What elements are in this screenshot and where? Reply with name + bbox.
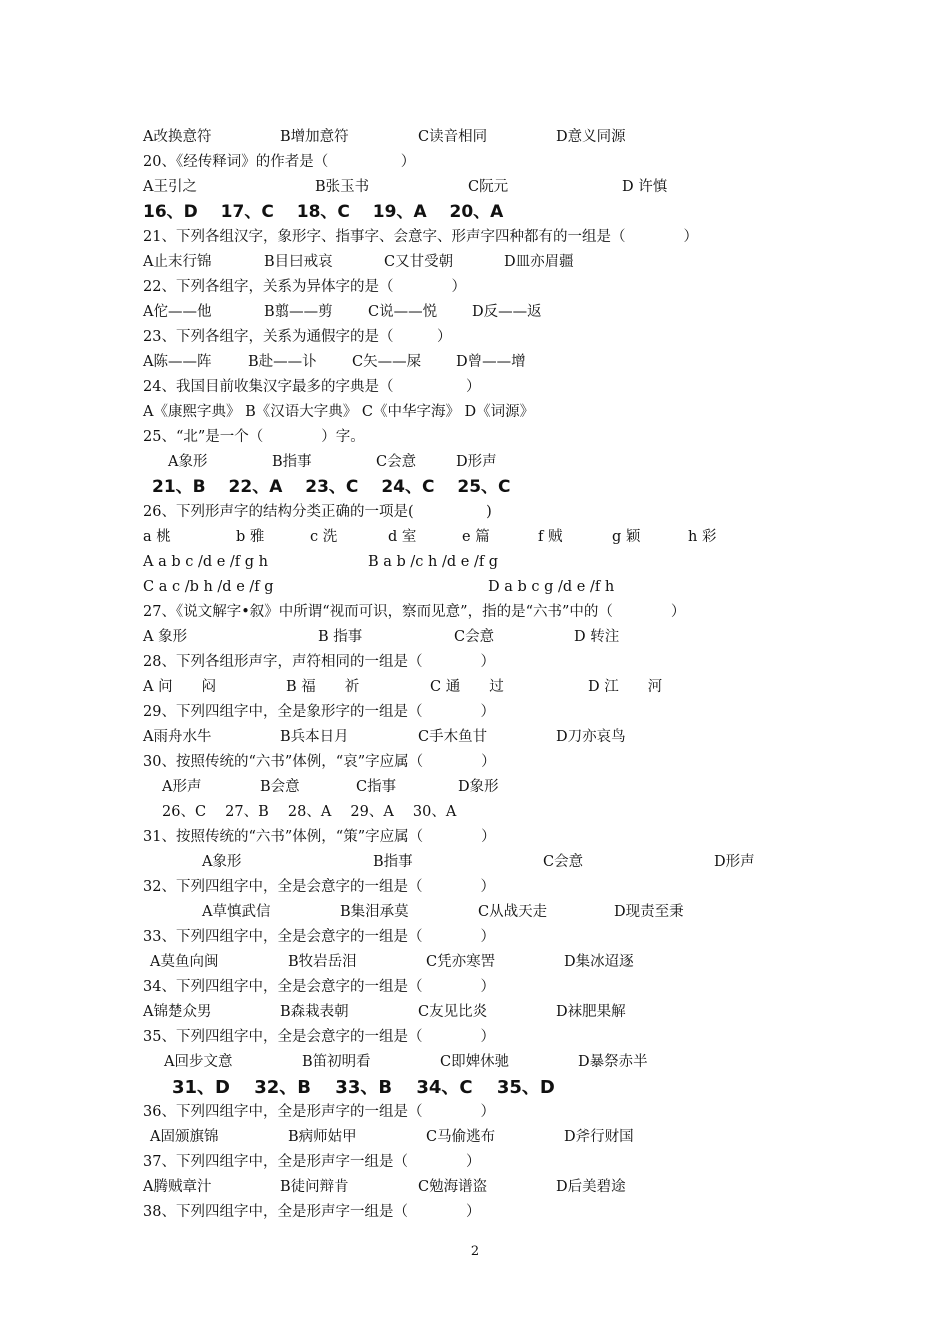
line-segment: D反——返 [472, 304, 542, 320]
line-segment: D刀亦哀鸟 [556, 729, 626, 745]
line-segment: D 转注 [574, 629, 620, 645]
line-segment: B增加意符 [280, 129, 349, 145]
line-segment: B a b /c h /d e /f g [368, 554, 499, 570]
text-line [0, 325, 950, 350]
line-segment: 30、按照传统的“六书”体例，“哀”字应属（ ） [143, 754, 496, 770]
line-segment: C会意 [376, 454, 417, 470]
text-line [0, 700, 950, 725]
line-segment: A锦楚众男 [143, 1004, 212, 1020]
line-segment: 38、下列四组字中，全是形声字一组是（ ） [143, 1204, 481, 1220]
text-line [0, 525, 950, 550]
text-line [0, 225, 950, 250]
line-segment: d 室 [388, 529, 417, 545]
line-segment: D集冰迢逐 [564, 954, 634, 970]
text-line [0, 1175, 950, 1200]
text-line [0, 550, 950, 575]
line-segment: C会意 [543, 854, 584, 870]
text-line [0, 900, 950, 925]
line-segment: 31、按照传统的“六书”体例，“策”字应属（ ） [143, 829, 496, 845]
line-segment: A形声 [162, 779, 202, 795]
line-segment: f 贼 [538, 529, 563, 545]
line-segment: A莫鱼向闽 [150, 954, 219, 970]
line-segment: A止末行锦 [143, 254, 212, 270]
text-line [0, 875, 950, 900]
line-segment: D意义同源 [556, 129, 626, 145]
line-segment: 16、D 17、C 18、C 19、A 20、A [143, 202, 504, 222]
text-line [0, 1025, 950, 1050]
text-line [0, 850, 950, 875]
line-segment: C矢——屎 [352, 354, 422, 370]
line-segment: C从战天走 [478, 904, 548, 920]
line-segment: D形声 [714, 854, 755, 870]
text-line [0, 1050, 950, 1075]
text-line [0, 250, 950, 275]
line-segment: 24、我国目前收集汉字最多的字典是（ ） [143, 379, 481, 395]
line-segment: 32、下列四组字中，全是会意字的一组是（ ） [143, 879, 495, 895]
text-line [0, 650, 950, 675]
text-line [0, 750, 950, 775]
line-segment: B兵本日月 [280, 729, 349, 745]
line-segment: B 福 祈 [286, 679, 360, 695]
line-segment: C手木鱼甘 [418, 729, 488, 745]
text-line [0, 375, 950, 400]
line-segment: B森栽表朝 [280, 1004, 349, 1020]
line-segment: h 彩 [688, 529, 717, 545]
text-line [0, 675, 950, 700]
text-line [0, 300, 950, 325]
line-segment: A 象形 [143, 629, 188, 645]
line-segment: D袜肥果解 [556, 1004, 626, 1020]
answer-line [0, 475, 950, 500]
line-segment: D 许慎 [622, 179, 668, 195]
text-line [0, 825, 950, 850]
text-line [0, 500, 950, 525]
line-segment: A a b c /d e /f g h [143, 554, 269, 570]
line-segment: D现责至秉 [614, 904, 684, 920]
text-line [0, 1125, 950, 1150]
line-segment: D皿亦眉疆 [504, 254, 574, 270]
line-segment: B徒问辩肯 [280, 1179, 349, 1195]
line-segment: C会意 [454, 629, 495, 645]
line-segment: D 江 河 [588, 679, 663, 695]
line-segment: C勉海谱盗 [418, 1179, 488, 1195]
line-segment: C指事 [356, 779, 397, 795]
line-segment: A王引之 [143, 179, 197, 195]
text-line [0, 350, 950, 375]
answer-line [0, 200, 950, 225]
line-segment: 22、下列各组字，关系为异体字的是（ ） [143, 279, 466, 295]
line-segment: A陈——阵 [143, 354, 212, 370]
line-segment: 29、下列四组字中，全是象形字的一组是（ ） [143, 704, 495, 720]
line-segment: B病师姑甲 [288, 1129, 357, 1145]
text-line [0, 1000, 950, 1025]
line-segment: A《康熙字典》 B《汉语大字典》 C《中华字海》 D《词源》 [143, 404, 535, 420]
text-line [0, 450, 950, 475]
line-segment: A改换意符 [143, 129, 212, 145]
line-segment: A佗——他 [143, 304, 212, 320]
line-segment: D a b c g /d e /f h [488, 579, 615, 595]
line-segment: C马偷逃布 [426, 1129, 496, 1145]
line-segment: c 洗 [310, 529, 338, 545]
line-segment: 26、下列形声字的结构分类正确的一项是( ) [143, 504, 492, 520]
line-segment: A固颁旗锦 [150, 1129, 219, 1145]
text-line [0, 975, 950, 1000]
line-segment: 21、下列各组汉字，象形字、指事字、会意字、形声字四种都有的一组是（ ） [143, 229, 698, 245]
line-segment: B目曰戒哀 [264, 254, 333, 270]
line-segment: C即婢休驰 [440, 1054, 510, 1070]
text-line [0, 150, 950, 175]
line-segment: 33、下列四组字中，全是会意字的一组是（ ） [143, 929, 495, 945]
text-line [0, 400, 950, 425]
line-segment: A象形 [168, 454, 208, 470]
line-segment: b 雅 [236, 529, 265, 545]
line-segment: e 篇 [462, 529, 490, 545]
line-segment: g 颖 [612, 529, 641, 545]
line-segment: C a c /b h /d e /f g [143, 579, 274, 595]
text-line [0, 1150, 950, 1175]
line-segment: C友见比炎 [418, 1004, 488, 1020]
line-segment: D斧行财国 [564, 1129, 634, 1145]
line-segment: 26、C 27、B 28、A 29、A 30、A [162, 804, 457, 820]
line-segment: C阮元 [468, 179, 509, 195]
line-segment: A 问 闷 [143, 679, 217, 695]
line-segment: 36、下列四组字中，全是形声字的一组是（ ） [143, 1104, 495, 1120]
text-line [0, 775, 950, 800]
line-segment: C 通 过 [430, 679, 504, 695]
line-segment: B赴——讣 [248, 354, 317, 370]
line-segment: A草慎武信 [202, 904, 271, 920]
line-segment: C读音相同 [418, 129, 488, 145]
line-segment: 31、D 32、B 33、B 34、C 35、D [172, 1077, 555, 1098]
line-segment: 25、“北”是一个（ ）字。 [143, 429, 365, 445]
text-line [0, 425, 950, 450]
text-line [0, 625, 950, 650]
page-number: 2 [470, 1244, 480, 1259]
text-line [0, 125, 950, 150]
line-segment: 35、下列四组字中，全是会意字的一组是（ ） [143, 1029, 495, 1045]
line-segment: B张玉书 [315, 179, 370, 195]
text-line [0, 725, 950, 750]
line-segment: 37、下列四组字中，全是形声字一组是（ ） [143, 1154, 481, 1170]
line-segment: 23、下列各组字，关系为通假字的是（ ） [143, 329, 452, 345]
line-segment: B 指事 [318, 629, 363, 645]
text-line [0, 575, 950, 600]
text-line [0, 950, 950, 975]
answer-line [0, 1075, 950, 1100]
line-segment: A回步文意 [164, 1054, 233, 1070]
line-segment: C说——悦 [368, 304, 438, 320]
line-segment: C又甘受朝 [384, 254, 454, 270]
line-segment: 28、下列各组形声字，声符相同的一组是（ ） [143, 654, 495, 670]
text-line [0, 1200, 950, 1225]
line-segment: B牧岩岳泪 [288, 954, 357, 970]
line-segment: D象形 [458, 779, 499, 795]
text-line [0, 800, 950, 825]
line-segment: 20、《经传释词》的作者是（ ） [143, 154, 416, 170]
line-segment: 34、下列四组字中，全是会意字的一组是（ ） [143, 979, 495, 995]
line-segment: A象形 [202, 854, 242, 870]
line-segment: C凭亦寒罟 [426, 954, 496, 970]
line-segment: D后美碧途 [556, 1179, 626, 1195]
text-line [0, 175, 950, 200]
text-line [0, 600, 950, 625]
line-segment: D暴祭赤半 [578, 1054, 648, 1070]
text-line [0, 1100, 950, 1125]
line-segment: B指事 [272, 454, 312, 470]
line-segment: B翦——剪 [264, 304, 333, 320]
line-segment: 27、《说文解字•叙》中所谓“视而可识，察而见意”，指的是“六书”中的（ ） [143, 604, 686, 620]
line-segment: B集泪承莫 [340, 904, 409, 920]
line-segment: B笛初明看 [302, 1054, 371, 1070]
line-segment: A雨舟水牛 [143, 729, 212, 745]
text-line [0, 275, 950, 300]
line-segment: D曾——增 [456, 354, 526, 370]
line-segment: 21、B 22、A 23、C 24、C 25、C [152, 477, 511, 497]
line-segment: B指事 [373, 854, 413, 870]
line-segment: A腾贼章汁 [143, 1179, 212, 1195]
line-segment: a 桃 [143, 529, 171, 545]
text-line [0, 925, 950, 950]
line-segment: B会意 [260, 779, 300, 795]
line-segment: D形声 [456, 454, 497, 470]
